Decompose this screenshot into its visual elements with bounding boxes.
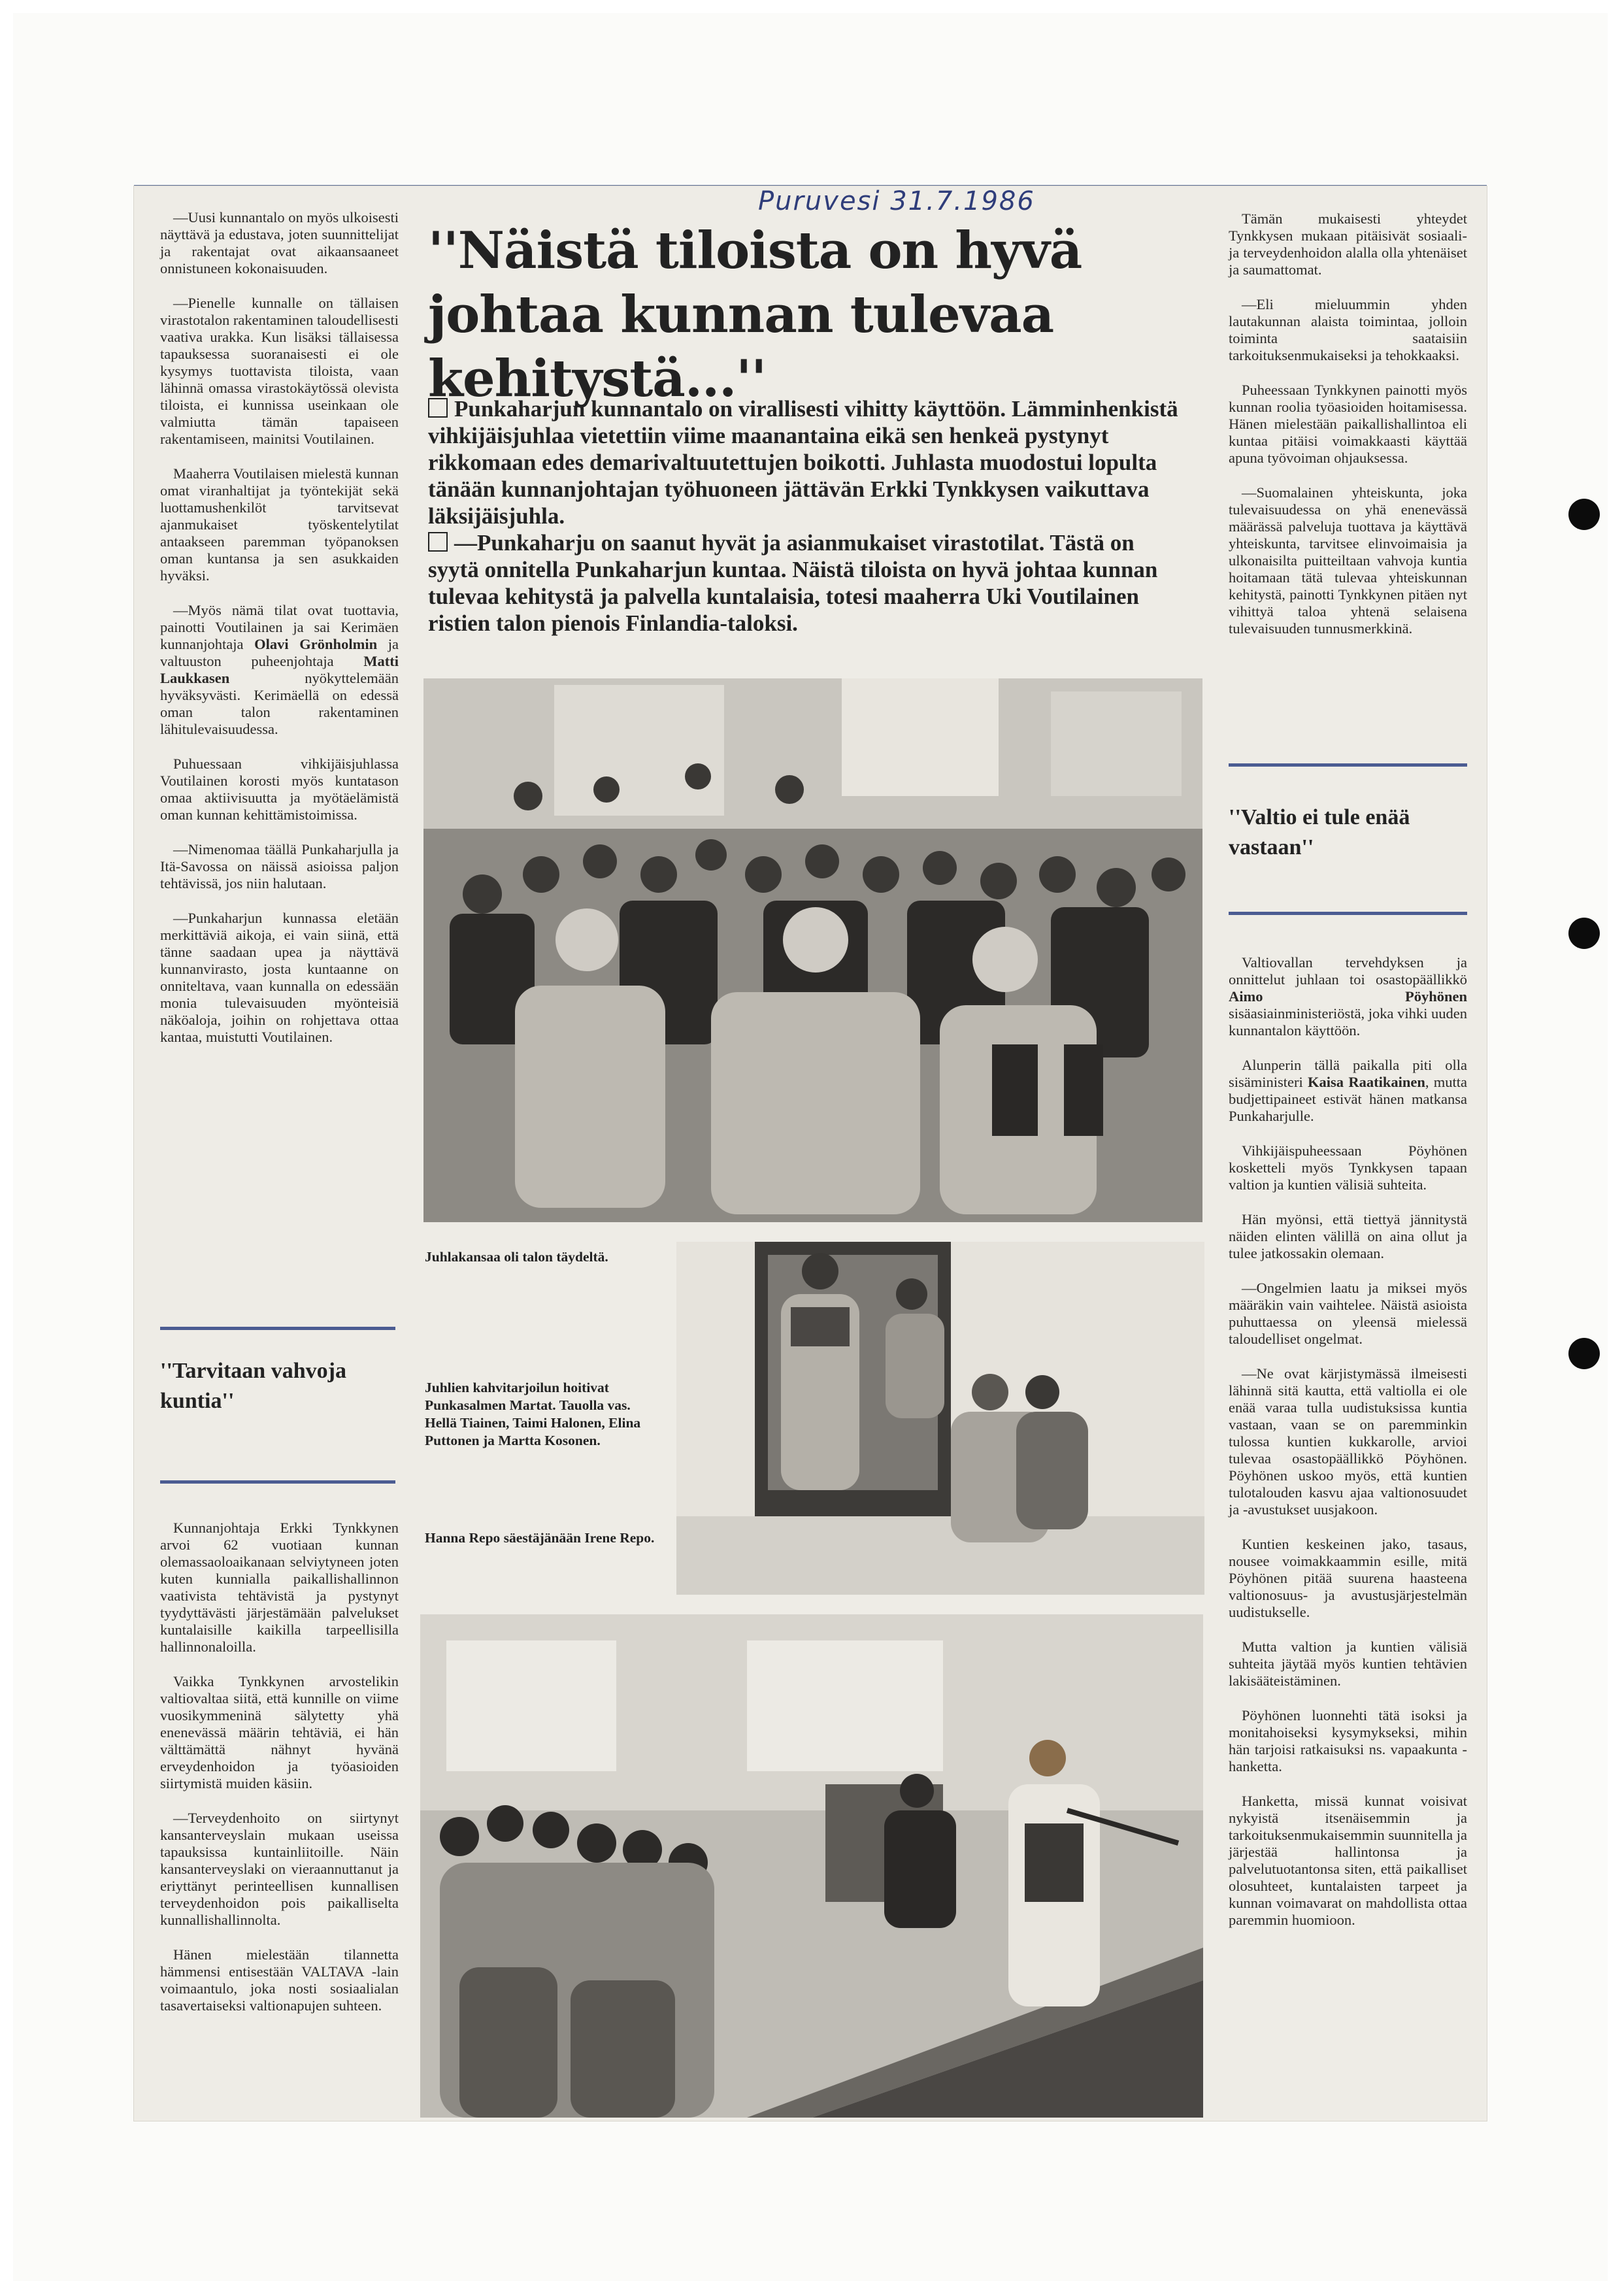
body-paragraph: —Uusi kunnantalo on myös ulkoisesti näyttävä ja edustava, joten suunnittelijat ja rakentajat ovat aikaansaaneet onnistuneen kokonaisuuden. [160, 209, 399, 276]
lead-paragraphs [428, 395, 1186, 637]
caption-photo-performance: Hanna Repo säestäjänään Irene Repo. [425, 1530, 655, 1546]
body-paragraph: —Punkaharjun kunnassa eletään merkittäviä aikoja, ei vain siinä, että tänne saadaan upea ja näyttävä kunnanvirasto, josta kuntaanne on onniteltava, vaan kunnalla on edessään monia tulevaisuuden myönteisiä näköaloja, joihin on rohjettava ottaa kantaa, muistutti Voutilainen. [160, 910, 399, 1045]
square-bullet-icon [428, 398, 448, 418]
right-column-upper [1229, 210, 1467, 637]
body-paragraph: —Eli mieluummin yhden lautakunnan alaista toimintaa, jolloin toiminta saataisiin tarkoituksenmukaiseksi ja tehokkaaksi. [1229, 296, 1467, 363]
body-paragraph: —Suomalainen yhteiskunta, joka tulevaisuudessa on yhä enenevässä määrässä palveluja tuottava ja käyttävä yhteiskunta, tarvitsee elinvoimaisia ja ulkonaisilta puitteiltaan vahvoja kuntia hoitamaan tätä tulevaa yhteiskunnan kehitystä, painotti Tynkkynen pitäen nyt vihittyä taloa yhtenä selaisena tulevaisuuden tunnusmerkkinä. [1229, 484, 1467, 637]
punch-hole-3 [1568, 1338, 1600, 1369]
person-name: Kaisa Raatikainen [1308, 1074, 1425, 1090]
body-paragraph: Kuntien keskeinen jako, tasaus, nousee voimakkaammin esille, mitä Pöyhönen pitää suurena haasteena valtionosuus- ja avustusjärjestelmän uudistukselle. [1229, 1536, 1467, 1620]
body-paragraph: Valtiovallan tervehdyksen ja onnittelut juhlaan toi osastopäällikkö Aimo Pöyhönen sisäasiainministeriöstä, joka vihki uuden kunnantalon käyttöön. [1229, 954, 1467, 1039]
body-paragraph: Hänen mielestään tilannetta hämmensi entisestään VALTAVA -lain voimaantulo, joka nosti sosiaalialan tasavertaiseksi valtionapujen suhteen. [160, 1946, 399, 2014]
body-paragraph: Vaikka Tynkkynen arvostelikin valtiovaltaa siitä, että kunnille on viime vuosikymmeninä sälytetty yhä enenevässä määrin tehtäviä, ei hän välttämättä nähnyt hyvänä erveydenhoidon ja työasioiden siirtymistä muiden käsiin. [160, 1673, 399, 1791]
punch-hole-1 [1568, 499, 1600, 530]
section-rule [160, 1480, 395, 1484]
photo-martat [676, 1242, 1204, 1595]
body-paragraph: —Nimenomaa täällä Punkaharjulla ja Itä-Savossa on näissä asioissa paljon tehtävissä, jos niin halutaan. [160, 841, 399, 891]
section-rule [1229, 763, 1467, 767]
body-paragraph: —Ongelmien laatu ja miksei myös määräkin vain vaihtelee. Näistä asioista puhuttaessa on yleensä mielessä taloudelliset ongelmat. [1229, 1280, 1467, 1347]
section-rule [160, 1327, 395, 1330]
audience-illustration [423, 678, 1202, 1222]
body-paragraph: Puheessaan Tynkkynen painotti myös kunnan roolia työasioiden hoitamisessa. Hänen mielestään paikallishallintoa eli kuntaa pitäisi voimakkaasti käyttää apuna työvoiman ohjauksessa. [1229, 382, 1467, 466]
body-paragraph: Pöyhönen luonnehti tätä isoksi ja monitahoiseksi kysymykseksi, mihin hän tarjoisi ratkaisuksi ns. vapaakunta -hanketta. [1229, 1707, 1467, 1774]
body-paragraph: Mutta valtion ja kuntien välisiä suhteita jäytää myös kuntien tehtävien lakisääteistäminen. [1229, 1639, 1467, 1689]
martat-illustration [676, 1242, 1204, 1595]
body-paragraph: Alunperin tällä paikalla piti olla sisäministeri Kaisa Raatikainen, mutta budjettipaineet estivät hänen matkansa Punkaharjulle. [1229, 1057, 1467, 1124]
right-column-lower [1229, 954, 1467, 1929]
left-column-lower [160, 1520, 399, 2014]
body-paragraph: Puhuessaan vihkijäisjuhlassa Voutilainen korosti myös kuntatason omaa aktiivisuutta ja myötäelämistä oman kunnan kehittämistoimissa. [160, 756, 399, 823]
body-paragraph: Hanketta, missä kunnat voisivat nykyistä itsenäisemmin ja tarkoituksenmukaisemmin suunnitella ja järjestää hallintonsa ja palvelutuotantonsa siten, että paikalliset olosuhteet, kuntalaisten tarpeet ja kunnan voimavarat on mahdollista ottaa paremmin huomioon. [1229, 1793, 1467, 1928]
person-name: Aimo Pöyhönen [1229, 988, 1467, 1005]
body-paragraph: —Myös nämä tilat ovat tuottavia, painotti Voutilainen ja sai Kerimäen kunnanjohtaja Olavi Grönholmin ja valtuuston puheenjohtaja Matti Laukkasen nyökyttelemään hyväksyvästi. Kerimäellä on edessä oman talon rakentaminen lähitulevaisuudessa. [160, 602, 399, 737]
left-column-upper [160, 209, 399, 1046]
subhead-tarvitaan: ''Tarvitaan vahvoja kuntia'' [160, 1359, 346, 1413]
body-paragraph: Vihkijäispuheessaan Pöyhönen kosketteli myös Tynkkysen tapaan valtion ja kuntien välisiä suhteita. [1229, 1142, 1467, 1193]
punch-hole-2 [1568, 918, 1600, 949]
body-paragraph: Tämän mukaisesti yhteydet Tynkkysen mukaan pitäisivät sosiaali- ja terveydenhoidon alalla olla yhtenäiset ja saumattomat. [1229, 210, 1467, 278]
headline: ''Näistä tiloista on hyvä johtaa kunnan tulevaa kehitystä...'' [428, 221, 1082, 408]
caption-photo-audience: Juhlakansaa oli talon täydeltä. [425, 1249, 608, 1265]
performance-illustration [420, 1614, 1203, 2118]
body-paragraph: —Pienelle kunnalle on tällaisen virastotalon rakentaminen taloudellisesti vaativa urakka. Kun lisäksi tällaisessa tapauksessa suoranaisesti ei ole kysymys tuottavista tiloista, vaan lähinnä omassa virastokäytössä olevista tiloista, ei kunnissa useinkaan ole valmiutta tämän tapaiseen rakentamiseen, mainitsi Voutilainen. [160, 295, 399, 447]
person-name: Olavi Grönholmin [254, 636, 378, 652]
lead-paragraph-1: Punkaharjun kunnantalo on virallisesti vihitty käyttöön. Lämminhenkistä vihkijäisjuhlaa vietettiin viime maanantaina eikä sen henkeä pystynyt rikkomaan edes demarivaltuutettujen boikotti. Juhlasta muodostui lopulta tänään kunnanjohtajan työhuoneen jättävän Erkki Tynkkysen vaikuttava läksijäisjuhla. [428, 396, 1178, 529]
lead-paragraph-2: —Punkaharju on saanut hyvät ja asianmukaiset virastotilat. Tästä on syytä onnitella Punkaharjun kuntaa. Näistä tiloista on hyvä johtaa kunnan tulevaa kehitystä ja palvella kuntalaisia, totesi maaherra Uki Voutilainen ristien talon pienois Finlandia-taloksi. [428, 530, 1158, 636]
body-paragraph: Maaherra Voutilaisen mielestä kunnan omat viranhaltijat ja työntekijät sekä luottamushenkilöt tarvitsevat ajanmukaiset työskentelytilat antaakseen paremman työpanoksen oman kuntansa ja sen asukkaiden hyväksi. [160, 465, 399, 584]
photo-performance [420, 1614, 1203, 2118]
handwritten-date-note: Puruvesi 31.7.1986 [758, 186, 1035, 216]
section-rule [1229, 912, 1467, 915]
photo-audience [423, 678, 1202, 1222]
caption-photo-martat: Juhlien kahvitarjoilun hoitivat Punkasalmen Martat. Tauolla vas. Hellä Tiainen, Taimi Halonen, Elina Puttonen ja Martta Kosonen. [425, 1380, 641, 1448]
body-paragraph: —Terveydenhoito on siirtynyt kansanterveyslain mukaan useissa tapauksissa kuntainliitoille. Näin kansanterveyslaki on vieraannuttanut ja eriyttänyt perinteellisen kunnallisen terveydenhoidon pois paikalliselta kunnallishallinnolta. [160, 1810, 399, 1928]
body-paragraph: Kunnanjohtaja Erkki Tynkkynen arvoi 62 vuotiaan kunnan olemassaoloaikanaan selviytyneen joten kuten kunnialla paikallishallinnon vaativista tehtävistä ja pystynyt tyydyttävästi järjestämään palvelukset kuntalaisille kaikilla tarpeellisilla hallinnonaloilla. [160, 1520, 399, 1655]
square-bullet-icon [428, 532, 448, 552]
body-paragraph: —Ne ovat kärjistymässä ilmeisesti lähinnä sitä kautta, että valtiolla ei ole enää varaa tulla uudistuksissa kuntia vastaan, vaan se on paremminkin tulossa kuntien kukkarolle, arvioi tulevaa osastopäällikkö Pöyhönen. Pöyhönen uskoo myös, että kuntien tulotalouden kasvu ajaa valtionosuudet ja -avustukset uusjakoon. [1229, 1365, 1467, 1518]
body-paragraph: Hän myönsi, että tiettyä jännitystä näiden elinten välillä on aina ollut ja tulee jatkossakin olemaan. [1229, 1211, 1467, 1261]
subhead-valtio: ''Valtio ei tule enää vastaan'' [1229, 805, 1410, 859]
person-name: Matti Laukkasen [160, 653, 399, 686]
